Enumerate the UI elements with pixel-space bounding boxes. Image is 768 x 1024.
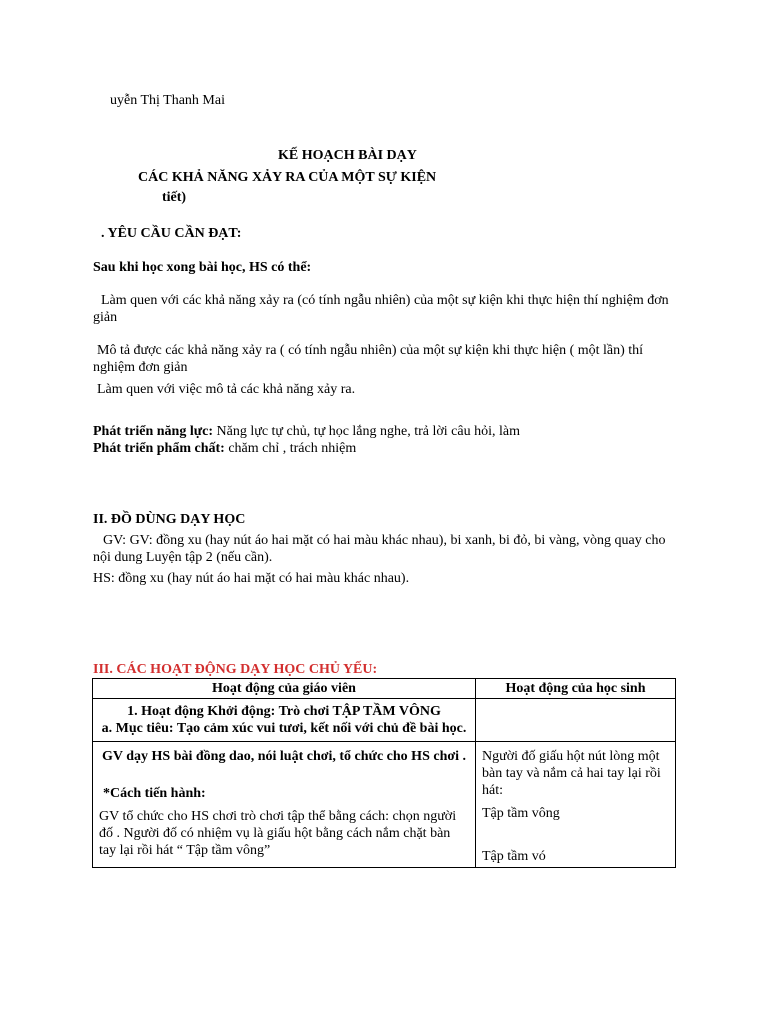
student-column-header: Hoạt động của học sinh [476, 679, 676, 699]
teacher-intro: GV dạy HS bài đồng dao, nói luật chơi, tổ chức cho HS chơi . [102, 749, 466, 764]
song-line-2: Tập tầm vó [482, 849, 546, 864]
warmup-goal: a. Mục tiêu: Tạo cảm xúc vui tươi, kết nối với chủ đề bài học. [101, 721, 467, 736]
warmup-student-cell [476, 699, 676, 742]
quality-label: Phát triển phẩm chất: [93, 441, 225, 456]
student-materials: HS: đồng xu (hay nút áo hai mặt có hai màu khác nhau). [93, 571, 410, 586]
competence-text: Năng lực tự chủ, tự học lắng nghe, trả lời câu hỏi, làm [216, 424, 520, 439]
table-header-row [93, 679, 676, 699]
section1-intro: Sau khi học xong bài học, HS có thể: [93, 260, 312, 275]
table-row [93, 742, 676, 868]
lesson-period: tiết) [162, 190, 187, 205]
lesson-title: CÁC KHẢ NĂNG XẢY RA CỦA MỘT SỰ KIỆN [138, 170, 437, 185]
competence-line [93, 423, 520, 440]
quality-text: chăm chỉ , trách nhiệm [228, 441, 357, 456]
quality-line [93, 440, 356, 457]
teacher-column-header: Hoạt động của giáo viên [93, 679, 476, 699]
section1-heading: . YÊU CẦU CẦN ĐẠT: [101, 226, 242, 241]
song-line-1: Tập tầm vông [482, 806, 560, 821]
activities-table [92, 678, 676, 868]
method-cell [93, 742, 476, 868]
document-title: KẾ HOẠCH BÀI DẠY [278, 148, 417, 163]
student-activity-cell [476, 742, 676, 868]
objective-item-3: Làm quen với việc mô tả các khả năng xảy ra. [97, 382, 356, 397]
method-text: GV tổ chức cho HS chơi trò chơi tập thể bằng cách: chọn người đố . Người đố có nhiệm vụ là giấu hột bằng cách nắm chặt bàn tay lại rồi hát “ Tập tầm vông” [99, 809, 457, 858]
method-label: *Cách tiến hành: [103, 786, 206, 801]
teacher-materials: GV: GV: đồng xu (hay nút áo hai mặt có hai màu khác nhau), bi xanh, bi đỏ, bi vàng, vòng quay cho nội dung Luyện tập 2 (nếu cần). [93, 533, 666, 565]
author-name: uyễn Thị Thanh Mai [110, 93, 225, 108]
objective-item-1: Làm quen với các khả năng xảy ra (có tính ngẫu nhiên) của một sự kiện khi thực hiện thí nghiệm đơn giản [93, 293, 669, 325]
table-row [93, 699, 676, 742]
warmup-title: 1. Hoạt động Khởi động: Trò chơi TẬP TẦM VÔNG [127, 704, 441, 719]
section3-heading: III. CÁC HOẠT ĐỘNG DẠY HỌC CHỦ YẾU: [93, 662, 378, 677]
objective-item-2: Mô tả được các khả năng xảy ra ( có tính ngẫu nhiên) của một sự kiện khi thực hiện ( một lần) thí nghiệm đơn giản [93, 343, 644, 375]
section2-heading: II. ĐỒ DÙNG DẠY HỌC [93, 512, 246, 527]
competence-label: Phát triển năng lực: [93, 424, 214, 439]
student-activity-text: Người đố giấu hột nút lòng một bàn tay và nắm cả hai tay lại rồi hát: [482, 749, 661, 798]
warmup-cell [93, 699, 476, 742]
